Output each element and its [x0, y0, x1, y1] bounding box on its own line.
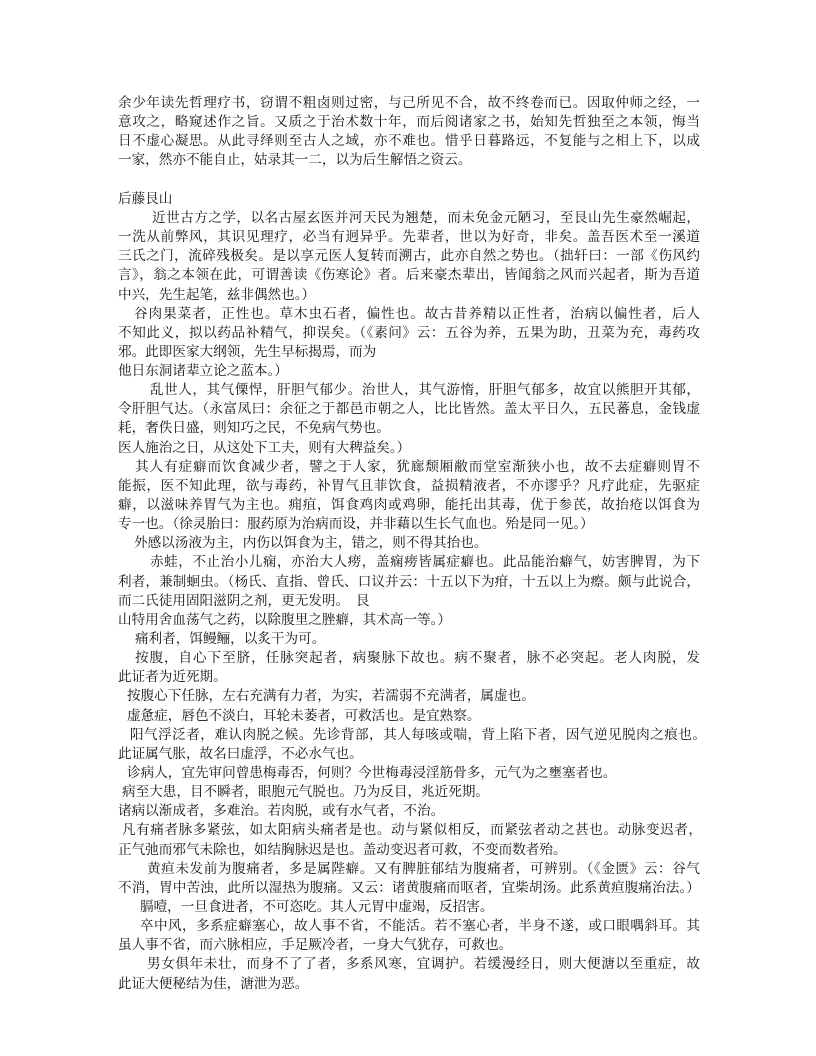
intro-line: 意攻之，略窥述作之旨。又质之于治术数十年，而后阅诸家之书，始知先哲独至之本领，悔当	[118, 114, 700, 130]
body-line: 令肝胆气达。（永富凤曰：余征之于都邑市朝之人，比比皆然。盖太平日久，五民蕃息，金钱虚	[118, 401, 700, 417]
intro-line: 余少年读先哲理疗书，窃谓不粗卤则过密，与己所见不合，故不终卷而已。因取仲师之经，一	[118, 95, 700, 111]
body-line: 此证属气胀，故名曰虚浮，不必水气也。	[118, 746, 363, 762]
body-line: 外感以汤液为主，内伤以饵食为主，错之，则不得其抬也。	[134, 535, 488, 551]
body-line: 此证大便秘结为佳，溏泄为恶。	[118, 976, 309, 992]
section-title: 后藤艮山	[118, 191, 173, 207]
body-line: 三氏之门，流碎残极矣。是以享元医人复转而溯古，此亦自然之势也。（拙轩曰：一部《伤风约	[118, 248, 700, 264]
body-line: 邪。此即医家大纲领，先生早标揭焉，而为	[118, 344, 377, 360]
body-line: 谷肉果菜者，正性也。草木虫石者，偏性也。故古昔养精以正性者，治病以偏性者，后人	[134, 306, 700, 322]
body-line: 专一也。（徐灵胎曰：服药原为治病而设，并非藉以生长气血也。殆是同一见。）	[118, 516, 594, 532]
body-line: 言》，翁之本领在此，可谓善读《伤寒论》者。后来豪杰辈出，皆闻翁之风而兴起者，斯为吾道	[118, 267, 700, 283]
body-line: 卒中风，多系症癖塞心，故人事不省，不能活。若不塞心者，半身不遂，或口眼喁斜耳。其	[140, 918, 700, 934]
body-line: 病至大患，目不瞬者，眼胞元气脱也。乃为反目，兆近死期。	[122, 784, 490, 800]
body-line: 痛利者，饵鳗鲡，以炙干为可。	[135, 631, 326, 647]
body-line: 虽人事不省，而六脉相应，手足厥冷者，一身大气犹存，可救也。	[118, 937, 513, 953]
intro-line: 日不虚心凝思。从此寻绎则至古人之域，亦不难也。惜乎日暮路远，不复能与之相上下，以成	[118, 133, 700, 149]
body-line: 利者，兼制蛔虫。（杨氏、直指、曾氏、口议并云：十五以下为疳，十五以上为瘵。颇与此说合，	[118, 574, 700, 590]
body-line: 医人施治之日，从这处下工夫，则有大稗益矣。）	[118, 440, 411, 456]
body-line: 虚惫症，唇色不淡白，耳轮未萎者，可救活也。是宜熟察。	[127, 708, 481, 724]
body-line: 正气弛而邪气未除也，如结胸脉迟是也。盖动变迟者可救，不变而数者殆。	[118, 842, 567, 858]
body-line: 膈噎，一旦食进者，不可恣吃。其人元胃中虚竭，反招害。	[140, 899, 494, 915]
body-line: 能振，医不知此理，欲与毒药，补胃气且菲饮食，益损精液者，不亦谬乎？凡疗此症，先驱症	[118, 478, 700, 494]
body-line: 中兴，先生起笔，兹非偶然也。）	[118, 287, 316, 303]
body-line: 诊病人，宜先审问曾患梅毒否，何则？今世梅毒浸淫筋骨多，元气为之壅塞者也。	[127, 765, 617, 781]
body-line: 乱世人，其气傈悍，肝胆气郁少。治世人，其气游惰，肝胆气郁多，故宜以熊胆开其郁，	[150, 382, 700, 398]
body-line: 此证者为近死期。	[118, 669, 227, 685]
body-line: 而二氏徒用固阳滋阴之剂，更无发明。 艮	[118, 593, 370, 609]
body-line: 赤蛙，不止治小儿痫，亦治大人痨，盖痫痨皆属症癖也。此品能治癖气，妨害脾胃，为下	[150, 554, 700, 570]
body-line: 按腹，自心下至脐，任脉突起者，病聚脉下故也。病不聚者，脉不必突起。老人肉脱，发	[135, 650, 700, 666]
intro-line: 一家，然亦不能自止，姑录其一二，以为后生解悟之资云。	[118, 152, 472, 168]
body-line: 他日东洞诸辈立论之蓝本。）	[118, 363, 288, 379]
body-line: 耗，奢佚日盛，则知巧之民，不免病气势也。	[118, 420, 390, 436]
body-line: 黄疸未发前为腹痛者，多是属陛癖。又有脾脏郁结为腹痛者，可辨别。（《金匮》云：谷气	[147, 861, 700, 877]
body-line: 近世古方之学，以名古屋玄医并河天民为翘楚，而未免金元陋习，至艮山先生豪然崛起，	[152, 210, 700, 226]
body-line: 阳气浮泛者，难认肉脱之候。先诊背部，其人每咳或喘，背上陷下者，因气逆见脱肉之痕也。	[130, 727, 706, 743]
body-line: 一洗从前弊风，其识见理疗，必当有迥异乎。先辈者，世以为好奇，非矣。盖吾医术至一溪道	[118, 229, 700, 245]
body-line: 不消，胃中苦浊，此所以湿热为腹痛。又云：诸黄腹痛而呕者，宜柴胡汤。此系黄疸腹痛治法。）	[118, 880, 700, 896]
body-line: 山特用舍血荡气之药，以除腹里之脞癖，其术高一等。）	[118, 612, 452, 628]
body-line: 诸病以渐成者，多难治。若肉脱，或有水气者，不治。	[118, 803, 445, 819]
body-line: 凡有痛者脉多紧弦，如太阳病头痛者是也。动与紧似相反，而紧弦者动之甚也。动脉变迟者，	[122, 822, 702, 838]
body-line: 其人有症癖而饮食减少者，譬之于人家，犹廊颓厢敝而堂室渐狭小也，故不去症癖则胃不	[135, 459, 700, 475]
body-line: 按腹心下任脉，左右充满有力者，为实，若濡弱不充满者，属虚也。	[127, 688, 535, 704]
body-line: 癖，以滋味养胃气为主也。痈疽，饵食鸡肉或鸡卵，能托出其毒，优于参芪，故抬疮以饵食为	[118, 497, 700, 513]
body-line: 不知此义，拟以药品补精气，抑误矣。（《素问》云：五谷为养，五果为助，丑菜为充，毒药攻	[118, 325, 700, 341]
body-line: 男女俱年未壮，而身不了了者，多系风寒，宜调护。若缓漫经日，则大便溏以至重症，故	[147, 956, 700, 972]
